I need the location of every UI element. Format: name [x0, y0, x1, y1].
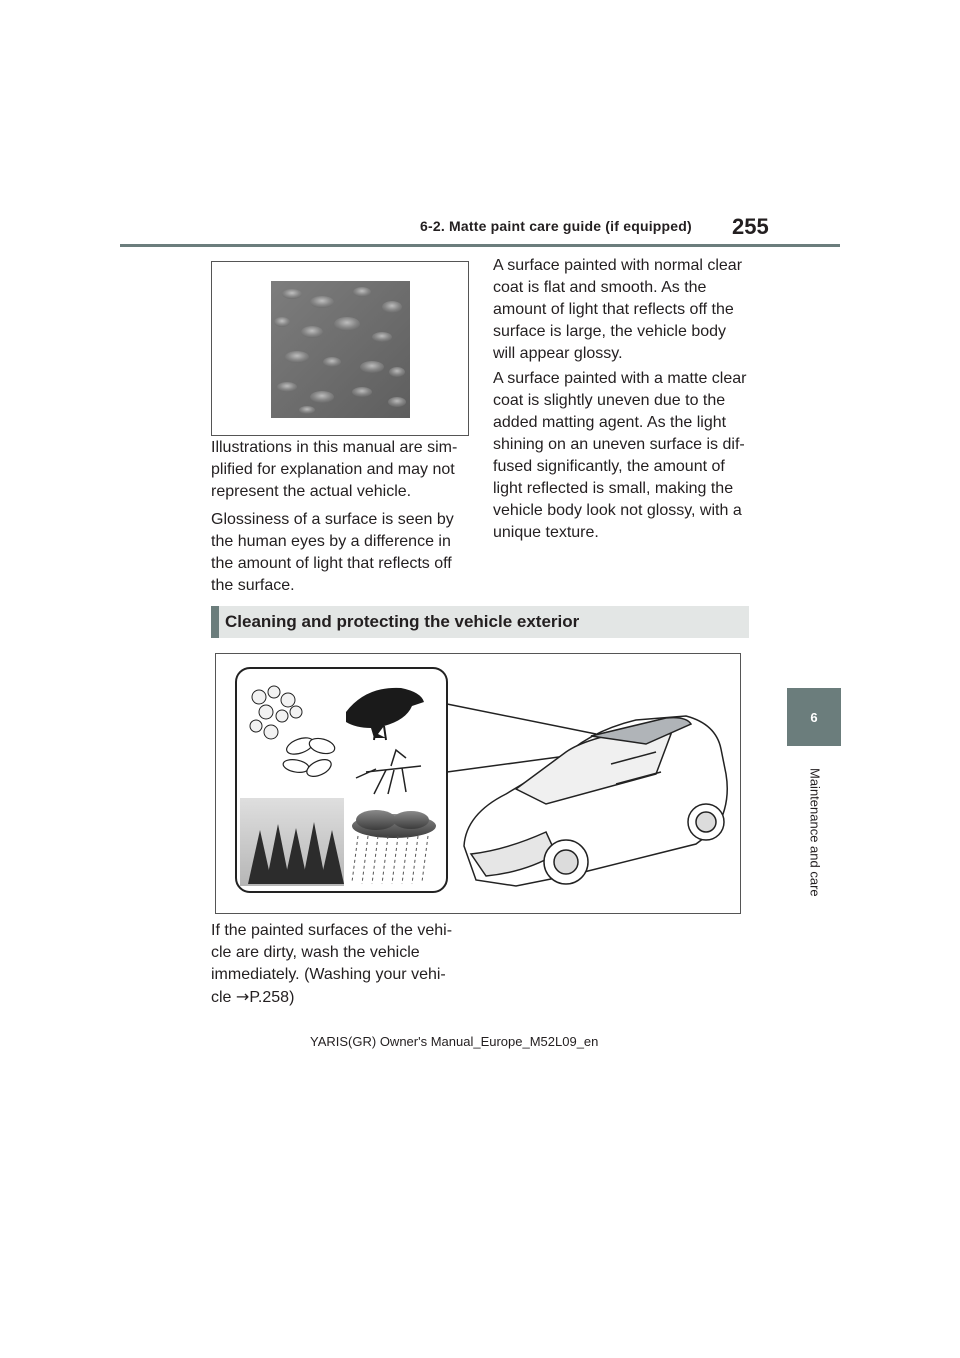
leader-line: [447, 704, 596, 734]
exterior-hazards-illustration: [215, 653, 741, 914]
page-reference-link[interactable]: P.258): [249, 989, 295, 1006]
reference-arrow: →: [235, 987, 250, 1006]
chapter-tab[interactable]: [787, 688, 841, 746]
matte-texture-image: [212, 262, 468, 435]
glossiness-paragraph: Glossiness of a surface is seen by the human eyes by a difference in the amount of light that reflects off the surface.: [211, 511, 454, 594]
exterior-hazards-image: [216, 654, 740, 913]
illustration-note: Illustrations in this manual are sim- plified for explanation and may not represent the actual vehicle.: [211, 439, 458, 500]
footer-text: YARIS(GR) Owner's Manual_Europe_M52L09_en: [310, 1034, 599, 1049]
section-heading: [211, 606, 749, 638]
matte-texture-illustration: [211, 261, 469, 436]
section-title: 6-2. Matte paint care guide (if equipped): [420, 218, 692, 234]
header-rule: [120, 244, 840, 247]
chapter-label: Maintenance and care: [807, 768, 823, 897]
page-number: 255: [732, 214, 769, 239]
wash-vehicle-paragraph: [211, 920, 481, 1009]
normal-clear-coat-paragraph: A surface painted with normal clear coat is flat and smooth. As the amount of light that reflects off the surface is large, the vehicle body will appear glossy.: [493, 257, 743, 362]
matte-clear-coat-paragraph: A surface painted with a matte clear coat is slightly uneven due to the added matting agent. As the light shining on an uneven surface is dif- fused significantly, the amount of light reflected is small, making the vehicle body look not glossy, with a unique texture.: [493, 370, 747, 541]
wash-text: If the painted surfaces of the vehi- cle are dirty, wash the vehicle immediately. (Washing your vehi- cle: [211, 922, 453, 1006]
section-heading-text: Cleaning and protecting the vehicle exterior: [225, 612, 580, 631]
chapter-number: 6: [810, 709, 818, 725]
car-icon: [464, 716, 727, 886]
